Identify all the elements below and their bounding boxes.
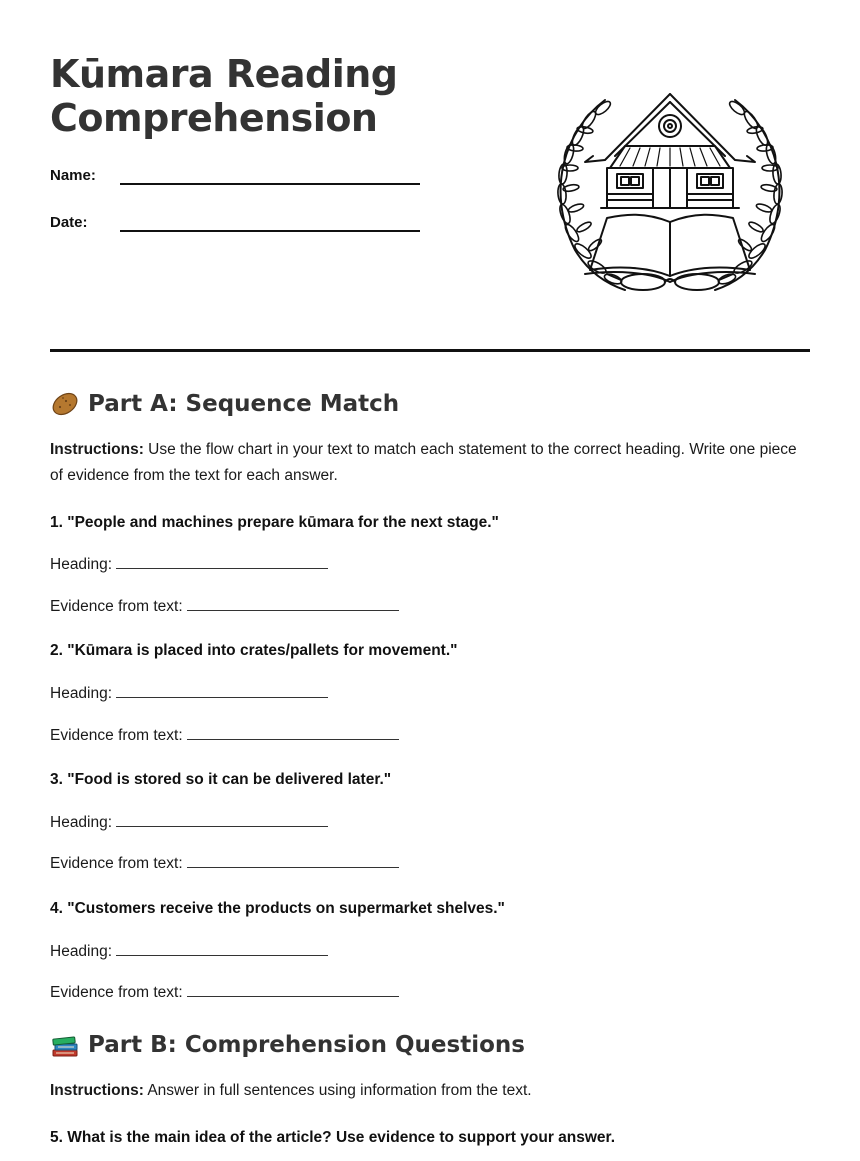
part-a-instructions-label: Instructions:: [50, 441, 144, 458]
part-a-heading: [50, 389, 399, 419]
name-label: Name:: [50, 167, 96, 184]
part-a-instructions: [50, 437, 810, 489]
question-1-evidence[interactable]: [50, 596, 399, 617]
heading-label: Heading:: [50, 814, 113, 831]
question-2: 2. "Kūmara is placed into crates/pallets for movement.": [50, 642, 458, 659]
part-a-instructions-text: Use the flow chart in your text to match each statement to the correct heading. Write one piece of evidence from the text for each answer.: [50, 441, 797, 484]
heading-blank[interactable]: [116, 812, 328, 827]
heading-blank[interactable]: [116, 941, 328, 956]
evidence-label: Evidence from text:: [50, 984, 183, 1001]
title-line-2: Comprehension: [50, 96, 378, 140]
school-house-book-logo: [545, 90, 795, 295]
evidence-blank[interactable]: [187, 982, 399, 997]
potato-icon: [50, 389, 80, 419]
question-3-heading[interactable]: [50, 812, 328, 833]
heading-label: Heading:: [50, 943, 113, 960]
evidence-blank[interactable]: [187, 596, 399, 611]
question-5: 5. What is the main idea of the article? Use evidence to support your answer.: [50, 1129, 616, 1146]
part-a-title: Part A: Sequence Match: [88, 391, 400, 417]
evidence-label: Evidence from text:: [50, 855, 183, 872]
part-b-heading: [50, 1030, 525, 1060]
question-4-evidence[interactable]: [50, 982, 399, 1003]
part-b-instructions-text: Answer in full sentences using information from the text.: [143, 1082, 532, 1099]
question-1: 1. "People and machines prepare kūmara for the next stage.": [50, 514, 499, 531]
date-field[interactable]: [50, 214, 430, 238]
heading-blank[interactable]: [116, 683, 328, 698]
part-b-instructions: [50, 1078, 810, 1104]
question-2-evidence[interactable]: [50, 725, 399, 746]
evidence-label: Evidence from text:: [50, 598, 183, 615]
title-line-1: Kūmara Reading: [50, 52, 398, 96]
name-line[interactable]: [120, 183, 420, 185]
question-3: 3. "Food is stored so it can be delivered later.": [50, 771, 392, 788]
heading-blank[interactable]: [116, 554, 328, 569]
question-4: 4. "Customers receive the products on supermarket shelves.": [50, 900, 505, 917]
header-divider: [50, 349, 810, 352]
books-icon: [50, 1030, 80, 1060]
question-1-heading[interactable]: [50, 554, 328, 575]
evidence-label: Evidence from text:: [50, 727, 183, 744]
heading-label: Heading:: [50, 556, 113, 573]
part-b-instructions-label: Instructions:: [50, 1082, 144, 1099]
page-title: [50, 52, 398, 140]
question-4-heading[interactable]: [50, 941, 328, 962]
evidence-blank[interactable]: [187, 853, 399, 868]
evidence-blank[interactable]: [187, 725, 399, 740]
heading-label: Heading:: [50, 685, 113, 702]
date-line[interactable]: [120, 230, 420, 232]
question-3-evidence[interactable]: [50, 853, 399, 874]
name-field[interactable]: [50, 167, 430, 191]
question-2-heading[interactable]: [50, 683, 328, 704]
date-label: Date:: [50, 214, 88, 231]
part-b-title: Part B: Comprehension Questions: [88, 1032, 525, 1058]
